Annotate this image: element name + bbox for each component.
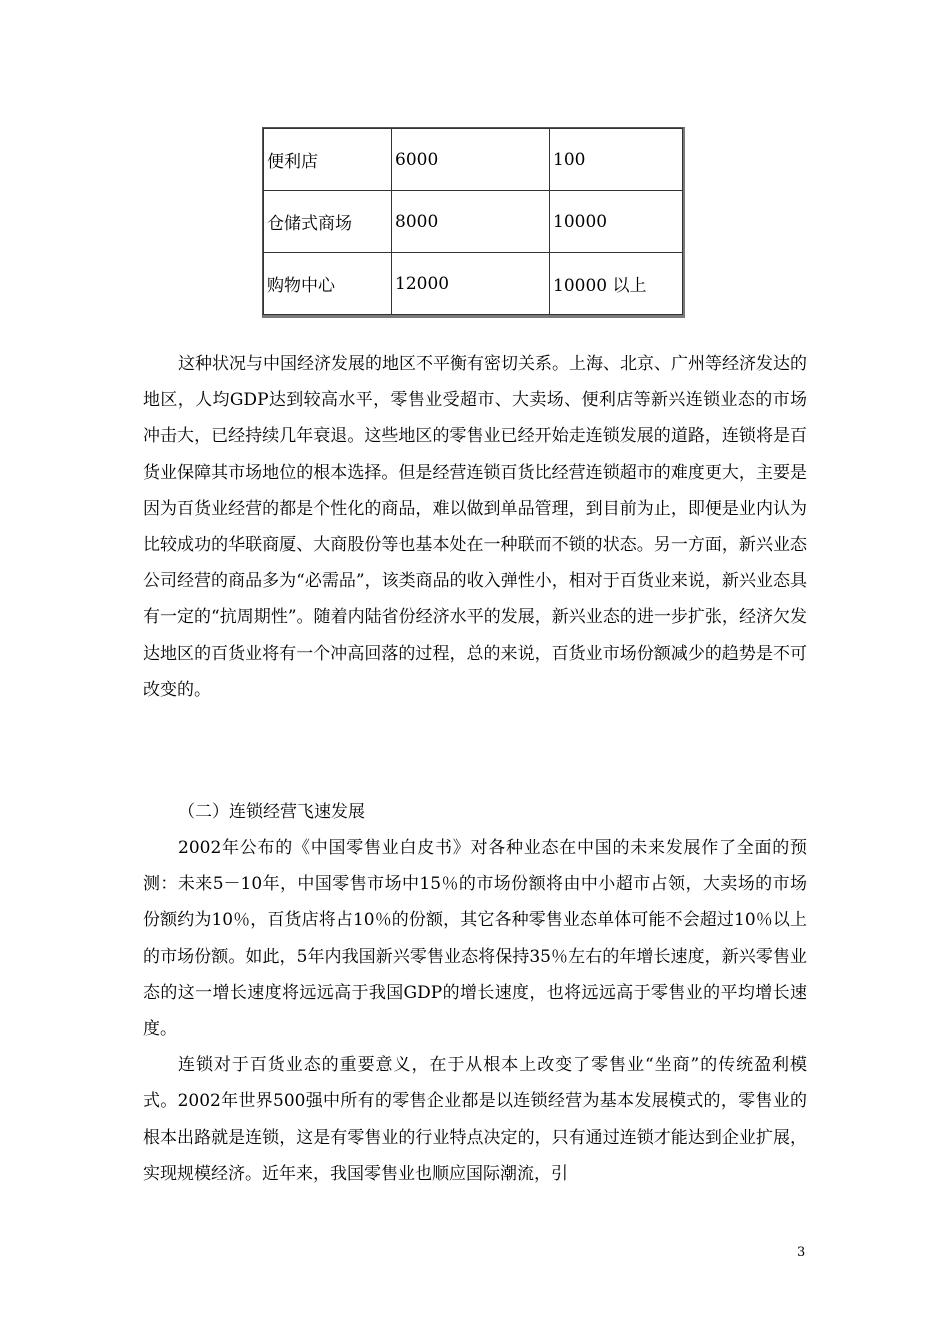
- page-number: 3: [797, 1245, 806, 1260]
- table-row: [264, 129, 683, 191]
- table-cell: 100: [550, 129, 683, 191]
- table-cell: 12000: [392, 253, 550, 315]
- table-cell: 10000: [550, 191, 683, 253]
- table-row: [264, 253, 683, 315]
- paragraph-white-paper: 2002年公布的《中国零售业白皮书》对各种业态在中国的未来发展作了全面的预测：未来5－10年，中国零售市场中15％的市场份额将由中小超市占领，大卖场的市场份额约为10％，百货店将占10％的份额，其它各种零售业态单体可能不会超过10％以上的市场份额。如此，5年内我国新兴零售业态将保持35％左右的年增长速度，新兴零售业态的这一增长速度将远远高于我国GDP的增长速度，也将远远高于零售业的平均增长速度。: [143, 838, 807, 1040]
- body-section-2: [143, 830, 807, 1192]
- table-row: [264, 191, 683, 253]
- table-cell: 8000: [392, 191, 550, 253]
- table-cell: 仓储式商场: [264, 191, 392, 253]
- table-cell: 6000: [392, 129, 550, 191]
- table-cell: 便利店: [264, 129, 392, 191]
- paragraph-chain-significance: 连锁对于百货业态的重要意义，在于从根本上改变了零售业“坐商”的传统盈利模式。2002年世界500强中所有的零售企业都是以连锁经营为基本发展模式的，零售业的根本出路就是连锁，这是有零售业的行业特点决定的，只有通过连锁才能达到企业扩展，实现规模经济。近年来，我国零售业也顺应国际潮流，引: [143, 1055, 807, 1184]
- section-heading: （二）连锁经营飞速发展: [178, 802, 365, 822]
- paragraph-regional-imbalance: 这种状况与中国经济发展的地区不平衡有密切关系。上海、北京、广州等经济发达的地区，人均GDP达到较高水平，零售业受超市、大卖场、便利店等新兴连锁业态的市场冲击大，已经持续几年衰退。这些地区的零售业已经开始走连锁发展的道路，连锁将是百货业保障其市场地位的根本选择。但是经营连锁百货比经营连锁超市的难度更大，主要是因为百货业经营的都是个性化的商品，难以做到单品管理，到目前为止，即便是业内认为比较成功的华联商厦、大商股份等也基本处在一种联而不锁的状态。另一方面，新兴业态公司经营的商品多为“必需品”，该类商品的收入弹性小，相对于百货业来说，新兴业态具有一定的“抗周期性”。随着内陆省份经济水平的发展，新兴业态的进一步扩张，经济欠发达地区的百货业将有一个冲高回落的过程，总的来说，百货业市场份额减少的趋势是不可改变的。: [143, 354, 807, 700]
- table-cell: 购物中心: [264, 253, 392, 315]
- table-cell: 10000 以上: [550, 253, 683, 315]
- retail-format-table: [262, 127, 685, 318]
- data-table: [263, 128, 683, 315]
- body-section-1: [143, 346, 807, 708]
